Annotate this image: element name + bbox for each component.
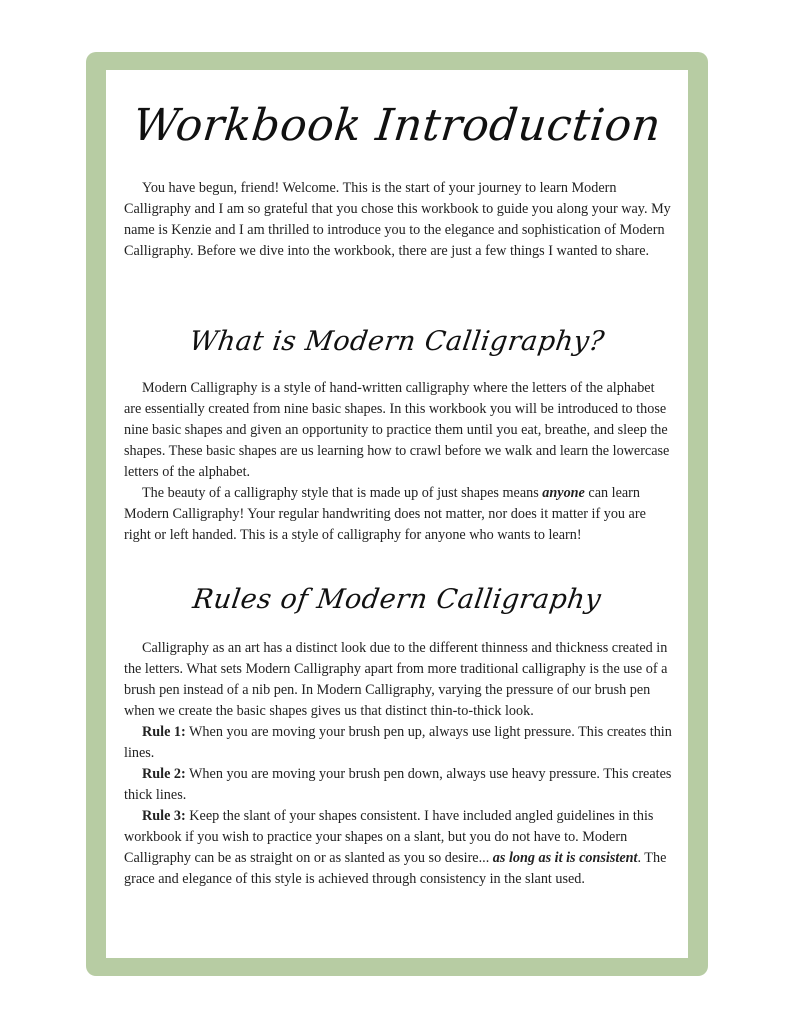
rule-2-text: When you are moving your brush pen down, always use heavy pressure. This creates thick lines. bbox=[124, 766, 672, 803]
what-is-paragraph-2-end: can learn Modern Calligraphy! Your regular handwriting does not matter, nor does it matter if you are right or left handed. This is a style of calligraphy for anyone who wants to learn! bbox=[124, 485, 646, 543]
what-is-paragraph-1: Modern Calligraphy is a style of hand-written calligraphy where the letters of the alphabet are essentially created from nine basic shapes. In this workbook you will be introduced to those nine basic shapes and given an opportunity to practice them until you eat, breathe, and sleep the shapes. These basic shapes are us learning how to crawl before we walk and learn the lowercase letters of the alphabet. bbox=[124, 380, 670, 480]
content-panel bbox=[106, 70, 688, 958]
rule-3-end: . The grace and elegance of this style is achieved through consistency in the slant used. bbox=[124, 850, 667, 887]
rule-2-label: Rule 2: bbox=[142, 766, 186, 782]
rule-3 bbox=[124, 806, 674, 890]
what-is-paragraph-2-start: The beauty of a calligraphy style that is made up of just shapes means bbox=[142, 485, 543, 501]
intro-paragraph: You have begun, friend! Welcome. This is the start of your journey to learn Modern Calligraphy and I am so grateful that you chose this workbook to guide you along your way. My name is Kenzie and I am thrilled to introduce you to the elegance and sophistication of Modern Calligraphy. Before we dive into the workbook, there are just a few things I wanted to share. bbox=[124, 180, 671, 259]
rule-3-label: Rule 3: bbox=[142, 808, 186, 824]
rule-1-label: Rule 1: bbox=[142, 724, 186, 740]
rule-1 bbox=[124, 722, 674, 764]
rules-intro-paragraph: Calligraphy as an art has a distinct look due to the different thinness and thickness created in the letters. What sets Modern Calligraphy apart from more traditional calligraphy is the use of a brush pen instead of a nib pen. In Modern Calligraphy, varying the pressure of our brush pen when we create the basic shapes gives us that distinct thin-to-thick look. bbox=[124, 640, 668, 719]
rule-1-text: When you are moving your brush pen up, always use light pressure. This creates thin lines. bbox=[124, 724, 672, 761]
anyone-emphasis: anyone bbox=[542, 485, 585, 501]
consistent-emphasis: as long as it is consistent bbox=[492, 850, 638, 866]
rule-3-text: Keep the slant of your shapes consistent. I have included angled guidelines in this workbook if you wish to practice your shapes on a slant, but you do not have to. Modern Calligraphy can be as straight on or as slanted as you so desire... bbox=[124, 808, 654, 866]
what-is-heading: What is Modern Calligraphy? bbox=[187, 326, 607, 357]
green-border-frame bbox=[86, 52, 708, 976]
what-is-paragraph-2 bbox=[124, 483, 674, 546]
rules-section bbox=[124, 638, 674, 890]
rules-heading: Rules of Modern Calligraphy bbox=[190, 584, 604, 615]
intro-section bbox=[124, 178, 674, 262]
what-is-section bbox=[124, 378, 674, 546]
rule-2 bbox=[124, 764, 674, 806]
page-title: Workbook Introduction bbox=[130, 100, 664, 151]
